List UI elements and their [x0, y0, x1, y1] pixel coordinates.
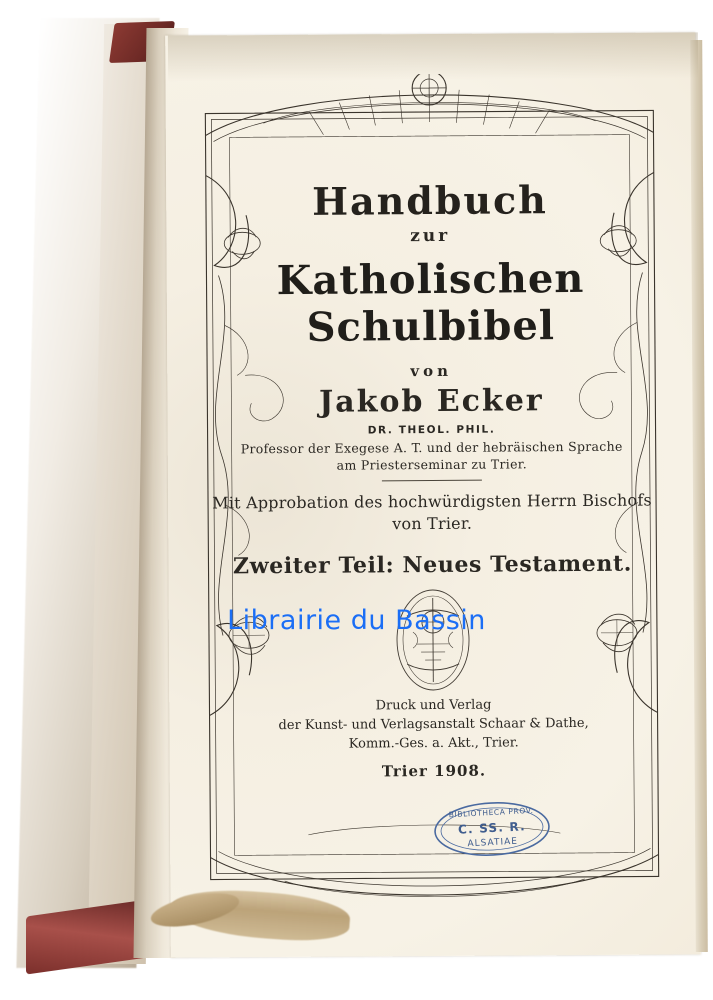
printer-emblem-icon: [383, 586, 484, 695]
approbation-line-2: von Trier.: [392, 513, 473, 534]
author-by-label: von: [410, 361, 453, 381]
title-page: [183, 72, 681, 915]
stamp-line-bottom: ALSATIAE: [467, 836, 519, 850]
library-ownership-stamp: [431, 797, 554, 861]
author-name: Jakob Ecker: [318, 383, 544, 420]
watermark-text: Librairie du Bassin: [227, 605, 486, 636]
author-role-line-2: am Priesterseminar zu Trier.: [336, 456, 527, 473]
place-and-year: Trier 1908.: [381, 761, 487, 781]
approbation-line-1: Mit Approbation des hochwürdigsten Herrn Bischofs: [212, 490, 652, 513]
stamp-line-middle: C. SS. R.: [457, 819, 527, 837]
volume-part-line: Zweiter Teil: Neues Testament.: [232, 550, 633, 580]
book-title-secondary: Katholischen Schulbibel: [276, 254, 585, 351]
author-role-line-1: Professor der Exegese A. T. und der hebräischen Sprache: [240, 438, 623, 457]
author-degree: DR. THEOL. PHIL.: [367, 423, 496, 437]
stamp-line-top: BIBLIOTHECA PROV.: [448, 805, 534, 820]
book-title-connector: zur: [410, 225, 451, 247]
book-title-main: Handbuch: [311, 177, 548, 224]
imprint-line-2: der Kunst- und Verlagsanstalt Schaar & Dathe,: [278, 715, 589, 734]
imprint-line-1: Druck und Verlag: [375, 697, 492, 714]
imprint-line-3: Komm.-Ges. a. Akt., Trier.: [348, 735, 519, 752]
